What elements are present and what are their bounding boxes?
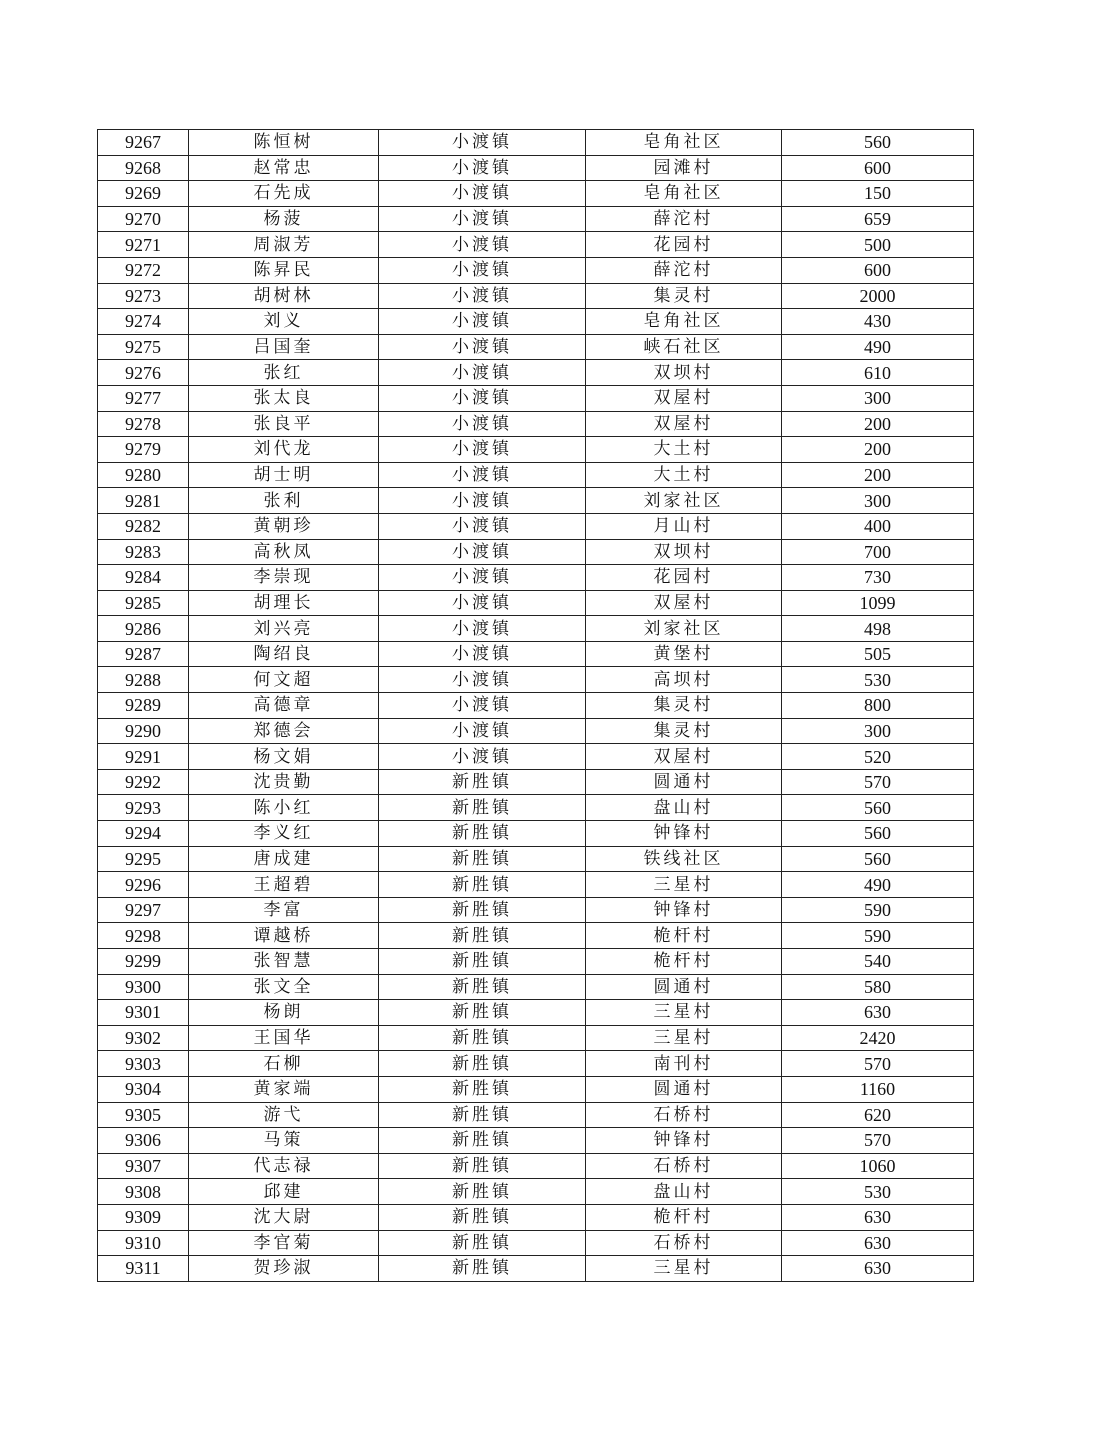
village-cell: 薛沱村 <box>586 206 782 232</box>
amount-cell: 620 <box>782 1102 974 1128</box>
amount-cell: 560 <box>782 821 974 847</box>
village-cell: 圆通村 <box>586 1076 782 1102</box>
table-row <box>98 283 974 309</box>
village-cell: 钟锋村 <box>586 1128 782 1154</box>
row-number-cell: 9304 <box>98 1076 189 1102</box>
table-row <box>98 488 974 514</box>
row-number-cell: 9280 <box>98 462 189 488</box>
name-cell: 刘兴亮 <box>189 616 379 642</box>
amount-cell: 400 <box>782 513 974 539</box>
town-cell: 新胜镇 <box>379 949 586 975</box>
name-cell: 何文超 <box>189 667 379 693</box>
row-number-cell: 9288 <box>98 667 189 693</box>
table-row <box>98 1102 974 1128</box>
amount-cell: 570 <box>782 769 974 795</box>
amount-cell: 560 <box>782 846 974 872</box>
row-number-cell: 9310 <box>98 1230 189 1256</box>
village-cell: 三星村 <box>586 1000 782 1026</box>
table-row <box>98 1128 974 1154</box>
table-row <box>98 949 974 975</box>
town-cell: 小渡镇 <box>379 257 586 283</box>
amount-cell: 200 <box>782 437 974 463</box>
amount-cell: 1099 <box>782 590 974 616</box>
amount-cell: 580 <box>782 974 974 1000</box>
row-number-cell: 9292 <box>98 769 189 795</box>
amount-cell: 505 <box>782 641 974 667</box>
table-row <box>98 334 974 360</box>
table-row <box>98 513 974 539</box>
row-number-cell: 9299 <box>98 949 189 975</box>
village-cell: 双坝村 <box>586 539 782 565</box>
amount-cell: 560 <box>782 795 974 821</box>
row-number-cell: 9290 <box>98 718 189 744</box>
name-cell: 高秋凤 <box>189 539 379 565</box>
town-cell: 新胜镇 <box>379 897 586 923</box>
amount-cell: 490 <box>782 872 974 898</box>
village-cell: 集灵村 <box>586 693 782 719</box>
town-cell: 小渡镇 <box>379 513 586 539</box>
amount-cell: 630 <box>782 1000 974 1026</box>
row-number-cell: 9286 <box>98 616 189 642</box>
town-cell: 小渡镇 <box>379 590 586 616</box>
table-row <box>98 1256 974 1282</box>
village-cell: 薛沱村 <box>586 257 782 283</box>
name-cell: 陈恒树 <box>189 130 379 156</box>
amount-cell: 530 <box>782 1179 974 1205</box>
amount-cell: 300 <box>782 488 974 514</box>
amount-cell: 1160 <box>782 1076 974 1102</box>
amount-cell: 1060 <box>782 1153 974 1179</box>
table-row <box>98 1230 974 1256</box>
village-cell: 集灵村 <box>586 283 782 309</box>
name-cell: 游弋 <box>189 1102 379 1128</box>
town-cell: 小渡镇 <box>379 385 586 411</box>
town-cell: 小渡镇 <box>379 411 586 437</box>
name-cell: 刘义 <box>189 309 379 335</box>
village-cell: 双屋村 <box>586 385 782 411</box>
name-cell: 张文全 <box>189 974 379 1000</box>
name-cell: 张智慧 <box>189 949 379 975</box>
name-cell: 陶绍良 <box>189 641 379 667</box>
village-cell: 双屋村 <box>586 590 782 616</box>
name-cell: 李崇现 <box>189 565 379 591</box>
amount-cell: 610 <box>782 360 974 386</box>
amount-cell: 630 <box>782 1230 974 1256</box>
town-cell: 小渡镇 <box>379 283 586 309</box>
row-number-cell: 9272 <box>98 257 189 283</box>
village-cell: 三星村 <box>586 1025 782 1051</box>
row-number-cell: 9270 <box>98 206 189 232</box>
town-cell: 新胜镇 <box>379 1000 586 1026</box>
town-cell: 小渡镇 <box>379 437 586 463</box>
amount-cell: 730 <box>782 565 974 591</box>
row-number-cell: 9284 <box>98 565 189 591</box>
amount-cell: 300 <box>782 385 974 411</box>
subsidy-table <box>97 129 974 1282</box>
table-row <box>98 641 974 667</box>
village-cell: 盘山村 <box>586 795 782 821</box>
village-cell: 桅杆村 <box>586 923 782 949</box>
amount-cell: 200 <box>782 462 974 488</box>
amount-cell: 600 <box>782 257 974 283</box>
name-cell: 胡士明 <box>189 462 379 488</box>
row-number-cell: 9279 <box>98 437 189 463</box>
village-cell: 铁线社区 <box>586 846 782 872</box>
table-row <box>98 257 974 283</box>
town-cell: 小渡镇 <box>379 181 586 207</box>
name-cell: 张利 <box>189 488 379 514</box>
table-row <box>98 769 974 795</box>
row-number-cell: 9271 <box>98 232 189 258</box>
row-number-cell: 9306 <box>98 1128 189 1154</box>
village-cell: 黄堡村 <box>586 641 782 667</box>
table-row <box>98 360 974 386</box>
name-cell: 沈大尉 <box>189 1204 379 1230</box>
name-cell: 杨朗 <box>189 1000 379 1026</box>
table-row <box>98 821 974 847</box>
row-number-cell: 9293 <box>98 795 189 821</box>
row-number-cell: 9275 <box>98 334 189 360</box>
town-cell: 小渡镇 <box>379 616 586 642</box>
amount-cell: 800 <box>782 693 974 719</box>
town-cell: 小渡镇 <box>379 309 586 335</box>
name-cell: 谭越桥 <box>189 923 379 949</box>
town-cell: 新胜镇 <box>379 821 586 847</box>
amount-cell: 200 <box>782 411 974 437</box>
town-cell: 新胜镇 <box>379 846 586 872</box>
village-cell: 圆通村 <box>586 974 782 1000</box>
village-cell: 石桥村 <box>586 1230 782 1256</box>
village-cell: 集灵村 <box>586 718 782 744</box>
table-body <box>98 130 974 1282</box>
town-cell: 小渡镇 <box>379 693 586 719</box>
town-cell: 新胜镇 <box>379 1204 586 1230</box>
amount-cell: 630 <box>782 1204 974 1230</box>
town-cell: 新胜镇 <box>379 1076 586 1102</box>
row-number-cell: 9301 <box>98 1000 189 1026</box>
row-number-cell: 9294 <box>98 821 189 847</box>
name-cell: 杨菠 <box>189 206 379 232</box>
name-cell: 周淑芳 <box>189 232 379 258</box>
village-cell: 大土村 <box>586 462 782 488</box>
name-cell: 杨文娟 <box>189 744 379 770</box>
row-number-cell: 9291 <box>98 744 189 770</box>
table-row <box>98 385 974 411</box>
table-row <box>98 795 974 821</box>
row-number-cell: 9302 <box>98 1025 189 1051</box>
table-row <box>98 155 974 181</box>
table-row <box>98 411 974 437</box>
row-number-cell: 9296 <box>98 872 189 898</box>
village-cell: 高坝村 <box>586 667 782 693</box>
table-row <box>98 1153 974 1179</box>
name-cell: 李官菊 <box>189 1230 379 1256</box>
name-cell: 张太良 <box>189 385 379 411</box>
village-cell: 花园村 <box>586 232 782 258</box>
row-number-cell: 9269 <box>98 181 189 207</box>
village-cell: 花园村 <box>586 565 782 591</box>
village-cell: 圆通村 <box>586 769 782 795</box>
amount-cell: 570 <box>782 1051 974 1077</box>
name-cell: 黄家端 <box>189 1076 379 1102</box>
village-cell: 刘家社区 <box>586 616 782 642</box>
row-number-cell: 9311 <box>98 1256 189 1282</box>
amount-cell: 430 <box>782 309 974 335</box>
row-number-cell: 9283 <box>98 539 189 565</box>
name-cell: 刘代龙 <box>189 437 379 463</box>
town-cell: 小渡镇 <box>379 360 586 386</box>
amount-cell: 560 <box>782 130 974 156</box>
row-number-cell: 9289 <box>98 693 189 719</box>
row-number-cell: 9305 <box>98 1102 189 1128</box>
table-row <box>98 974 974 1000</box>
town-cell: 新胜镇 <box>379 1128 586 1154</box>
town-cell: 小渡镇 <box>379 539 586 565</box>
amount-cell: 600 <box>782 155 974 181</box>
name-cell: 沈贵勤 <box>189 769 379 795</box>
name-cell: 李义红 <box>189 821 379 847</box>
village-cell: 双坝村 <box>586 360 782 386</box>
town-cell: 新胜镇 <box>379 923 586 949</box>
village-cell: 钟锋村 <box>586 821 782 847</box>
name-cell: 张红 <box>189 360 379 386</box>
name-cell: 马策 <box>189 1128 379 1154</box>
village-cell: 皂角社区 <box>586 181 782 207</box>
table-row <box>98 923 974 949</box>
name-cell: 邱建 <box>189 1179 379 1205</box>
row-number-cell: 9298 <box>98 923 189 949</box>
amount-cell: 150 <box>782 181 974 207</box>
amount-cell: 540 <box>782 949 974 975</box>
row-number-cell: 9300 <box>98 974 189 1000</box>
name-cell: 郑德会 <box>189 718 379 744</box>
name-cell: 陈昇民 <box>189 257 379 283</box>
row-number-cell: 9295 <box>98 846 189 872</box>
name-cell: 张良平 <box>189 411 379 437</box>
amount-cell: 530 <box>782 667 974 693</box>
town-cell: 新胜镇 <box>379 1051 586 1077</box>
amount-cell: 700 <box>782 539 974 565</box>
amount-cell: 570 <box>782 1128 974 1154</box>
table-row <box>98 206 974 232</box>
amount-cell: 520 <box>782 744 974 770</box>
row-number-cell: 9285 <box>98 590 189 616</box>
row-number-cell: 9309 <box>98 1204 189 1230</box>
row-number-cell: 9287 <box>98 641 189 667</box>
table-row <box>98 667 974 693</box>
name-cell: 代志禄 <box>189 1153 379 1179</box>
name-cell: 陈小红 <box>189 795 379 821</box>
town-cell: 新胜镇 <box>379 769 586 795</box>
town-cell: 新胜镇 <box>379 1256 586 1282</box>
table-row <box>98 1025 974 1051</box>
town-cell: 小渡镇 <box>379 462 586 488</box>
table-row <box>98 872 974 898</box>
town-cell: 新胜镇 <box>379 1179 586 1205</box>
town-cell: 新胜镇 <box>379 872 586 898</box>
town-cell: 新胜镇 <box>379 974 586 1000</box>
village-cell: 刘家社区 <box>586 488 782 514</box>
table-row <box>98 616 974 642</box>
amount-cell: 2420 <box>782 1025 974 1051</box>
town-cell: 小渡镇 <box>379 718 586 744</box>
amount-cell: 300 <box>782 718 974 744</box>
village-cell: 盘山村 <box>586 1179 782 1205</box>
amount-cell: 490 <box>782 334 974 360</box>
town-cell: 小渡镇 <box>379 667 586 693</box>
village-cell: 桅杆村 <box>586 1204 782 1230</box>
name-cell: 胡树林 <box>189 283 379 309</box>
town-cell: 小渡镇 <box>379 565 586 591</box>
village-cell: 大土村 <box>586 437 782 463</box>
row-number-cell: 9297 <box>98 897 189 923</box>
row-number-cell: 9278 <box>98 411 189 437</box>
village-cell: 皂角社区 <box>586 130 782 156</box>
table-row <box>98 1000 974 1026</box>
amount-cell: 659 <box>782 206 974 232</box>
village-cell: 月山村 <box>586 513 782 539</box>
row-number-cell: 9303 <box>98 1051 189 1077</box>
table-row <box>98 181 974 207</box>
town-cell: 小渡镇 <box>379 155 586 181</box>
row-number-cell: 9308 <box>98 1179 189 1205</box>
name-cell: 王超碧 <box>189 872 379 898</box>
row-number-cell: 9277 <box>98 385 189 411</box>
town-cell: 新胜镇 <box>379 1230 586 1256</box>
name-cell: 赵常忠 <box>189 155 379 181</box>
table-row <box>98 1204 974 1230</box>
village-cell: 桅杆村 <box>586 949 782 975</box>
amount-cell: 498 <box>782 616 974 642</box>
row-number-cell: 9282 <box>98 513 189 539</box>
name-cell: 高德章 <box>189 693 379 719</box>
row-number-cell: 9307 <box>98 1153 189 1179</box>
amount-cell: 590 <box>782 923 974 949</box>
row-number-cell: 9276 <box>98 360 189 386</box>
table-row <box>98 1179 974 1205</box>
table-row <box>98 590 974 616</box>
village-cell: 三星村 <box>586 872 782 898</box>
village-cell: 钟锋村 <box>586 897 782 923</box>
village-cell: 石桥村 <box>586 1153 782 1179</box>
town-cell: 小渡镇 <box>379 206 586 232</box>
town-cell: 小渡镇 <box>379 334 586 360</box>
table-row <box>98 130 974 156</box>
row-number-cell: 9267 <box>98 130 189 156</box>
amount-cell: 500 <box>782 232 974 258</box>
table-row <box>98 565 974 591</box>
table-row <box>98 693 974 719</box>
village-cell: 皂角社区 <box>586 309 782 335</box>
table-row <box>98 437 974 463</box>
town-cell: 新胜镇 <box>379 1153 586 1179</box>
town-cell: 新胜镇 <box>379 1102 586 1128</box>
row-number-cell: 9274 <box>98 309 189 335</box>
village-cell: 园滩村 <box>586 155 782 181</box>
name-cell: 李富 <box>189 897 379 923</box>
table-row <box>98 462 974 488</box>
table-row <box>98 1051 974 1077</box>
amount-cell: 2000 <box>782 283 974 309</box>
name-cell: 王国华 <box>189 1025 379 1051</box>
table-row <box>98 539 974 565</box>
table-row <box>98 846 974 872</box>
town-cell: 新胜镇 <box>379 795 586 821</box>
town-cell: 小渡镇 <box>379 641 586 667</box>
village-cell: 三星村 <box>586 1256 782 1282</box>
village-cell: 南刊村 <box>586 1051 782 1077</box>
table-row <box>98 897 974 923</box>
village-cell: 双屋村 <box>586 411 782 437</box>
table-row <box>98 718 974 744</box>
row-number-cell: 9268 <box>98 155 189 181</box>
name-cell: 唐成建 <box>189 846 379 872</box>
name-cell: 吕国奎 <box>189 334 379 360</box>
village-cell: 峡石社区 <box>586 334 782 360</box>
village-cell: 双屋村 <box>586 744 782 770</box>
town-cell: 小渡镇 <box>379 744 586 770</box>
town-cell: 小渡镇 <box>379 488 586 514</box>
name-cell: 石先成 <box>189 181 379 207</box>
name-cell: 黄朝珍 <box>189 513 379 539</box>
village-cell: 石桥村 <box>586 1102 782 1128</box>
amount-cell: 590 <box>782 897 974 923</box>
row-number-cell: 9281 <box>98 488 189 514</box>
table-row <box>98 1076 974 1102</box>
table-row <box>98 744 974 770</box>
row-number-cell: 9273 <box>98 283 189 309</box>
amount-cell: 630 <box>782 1256 974 1282</box>
town-cell: 新胜镇 <box>379 1025 586 1051</box>
town-cell: 小渡镇 <box>379 232 586 258</box>
table-row <box>98 232 974 258</box>
table-row <box>98 309 974 335</box>
name-cell: 胡理长 <box>189 590 379 616</box>
name-cell: 石柳 <box>189 1051 379 1077</box>
name-cell: 贺珍淑 <box>189 1256 379 1282</box>
town-cell: 小渡镇 <box>379 130 586 156</box>
